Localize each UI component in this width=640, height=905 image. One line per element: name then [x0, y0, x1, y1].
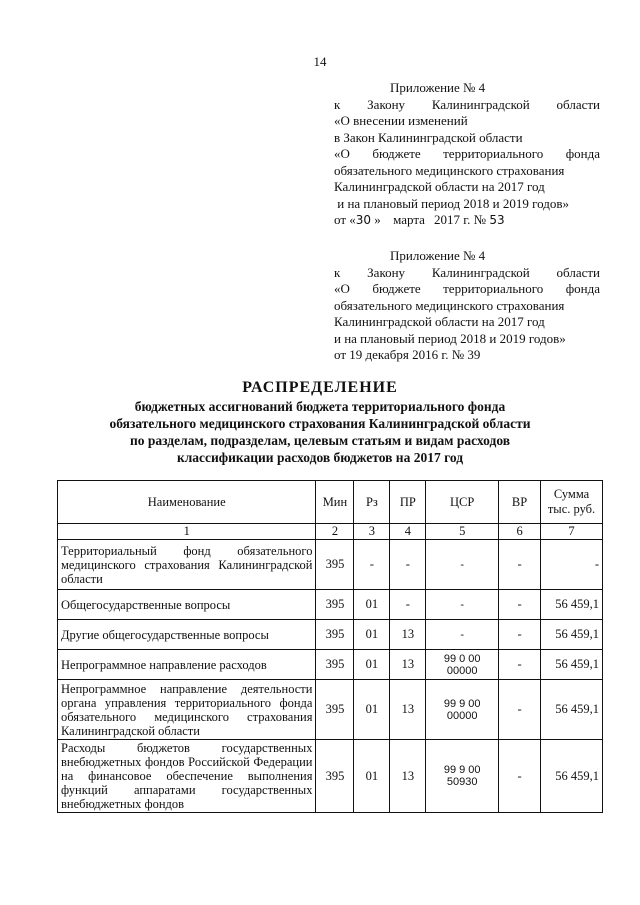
- row-csr-part2: 00000: [446, 664, 478, 677]
- row-csr: [426, 590, 499, 620]
- column-number: 3: [354, 524, 390, 540]
- row-pr: -: [390, 540, 426, 590]
- row-min: 395: [316, 680, 354, 740]
- appendix-line: Калининградской области на 2017 год: [334, 314, 545, 329]
- row-vr: -: [499, 680, 541, 740]
- row-vr: -: [499, 650, 541, 680]
- row-csr-part2: 50930: [446, 776, 478, 788]
- row-name: Непрограммное направление расходов: [58, 650, 316, 680]
- heading-subtitle-line: по разделам, подразделам, целевым статьям и видам расходов: [129, 433, 511, 448]
- row-csr: [426, 740, 499, 813]
- row-csr-part1: 99 9 00: [443, 697, 481, 710]
- column-number: 7: [541, 524, 603, 540]
- row-min: 395: [316, 540, 354, 590]
- law-number: 53: [489, 213, 505, 227]
- column-number-row: [58, 524, 603, 540]
- header-sum: [541, 481, 603, 524]
- column-number: 2: [316, 524, 354, 540]
- table-row: [58, 620, 603, 650]
- column-number: 1: [58, 524, 316, 540]
- row-rz: 01: [354, 590, 390, 620]
- appendix-line: обязательного медицинского страхования: [334, 297, 565, 313]
- row-rz: 01: [354, 620, 390, 650]
- row-csr: [426, 620, 499, 650]
- table-header-row: [58, 481, 603, 524]
- date-suffix: 2017 г. №: [434, 212, 490, 227]
- appendix-line: к Закону Калининградской области: [334, 96, 600, 112]
- row-pr: 13: [390, 680, 426, 740]
- row-name: Территориальный фонд обязательного медицинского страхования Калининградской области: [58, 540, 316, 590]
- table-row: [58, 540, 603, 590]
- row-min: 395: [316, 740, 354, 813]
- row-csr-part1: -: [460, 628, 465, 641]
- row-csr: [426, 680, 499, 740]
- document-heading: [40, 378, 600, 466]
- appendix-line: и на плановый период 2018 и 2019 годов»: [334, 195, 569, 211]
- row-rz: 01: [354, 740, 390, 813]
- header-csr: ЦСР: [426, 481, 499, 524]
- row-sum: 56 459,1: [541, 650, 603, 680]
- row-csr-part2: 00000: [446, 709, 478, 722]
- table-row: [58, 650, 603, 680]
- header-name: Наименование: [58, 481, 316, 524]
- row-sum: 56 459,1: [541, 590, 603, 620]
- header-pr: ПР: [390, 481, 426, 524]
- row-csr-part1: -: [460, 598, 465, 611]
- row-sum: -: [541, 540, 603, 590]
- appendix-line: и на плановый период 2018 и 2019 годов»: [334, 330, 566, 346]
- row-pr: 13: [390, 620, 426, 650]
- appendix-amending-law: [334, 80, 600, 229]
- column-number: 6: [499, 524, 541, 540]
- appendix-line: «О бюджете территориального фонда: [334, 146, 600, 161]
- header-min: Мин: [316, 481, 354, 524]
- row-vr: -: [499, 620, 541, 650]
- row-pr: 13: [390, 650, 426, 680]
- row-name: Непрограммное направление деятельности органа управления территориального фонда обязательного медицинского страхования Калининградской области: [58, 680, 316, 740]
- date-prefix: от «: [334, 212, 356, 227]
- header-sum-line1: Сумма: [553, 487, 590, 501]
- row-min: 395: [316, 590, 354, 620]
- row-name: Расходы бюджетов государственных внебюджетных фондов Российской Федерации на финансовое обеспечение выполнения функций аппаратами государственных внебюджетных фондов: [58, 740, 316, 813]
- row-rz: 01: [354, 680, 390, 740]
- header-rz: Рз: [354, 481, 390, 524]
- page-number: 14: [313, 54, 327, 69]
- row-name: Общегосударственные вопросы: [58, 590, 316, 620]
- appendix-line: к Закону Калининградской области: [334, 264, 600, 280]
- table-row: [58, 680, 603, 740]
- row-csr-part1: -: [460, 558, 465, 571]
- column-number: 4: [390, 524, 426, 540]
- heading-subtitle-line: классификации расходов бюджетов на 2017 год: [176, 450, 464, 465]
- row-min: 395: [316, 620, 354, 650]
- row-vr: -: [499, 740, 541, 813]
- appendix-line: «О внесении изменений: [334, 113, 468, 128]
- heading-title: РАСПРЕДЕЛЕНИЕ: [242, 379, 398, 396]
- heading-subtitle-line: бюджетных ассигнований бюджета территориального фонда: [134, 399, 506, 414]
- date-day: 30: [355, 213, 372, 227]
- appendix-line: от 19 декабря 2016 г. № 39: [334, 347, 481, 362]
- row-rz: 01: [354, 650, 390, 680]
- appendix-original-law: [334, 248, 600, 364]
- table-row: [58, 740, 603, 813]
- row-sum: 56 459,1: [541, 620, 603, 650]
- row-pr: 13: [390, 740, 426, 813]
- appendix-date-line: [334, 212, 600, 229]
- row-csr: [426, 540, 499, 590]
- appendix-title: Приложение № 4: [390, 248, 486, 263]
- appendix-title: Приложение № 4: [390, 80, 486, 95]
- column-number: 5: [426, 524, 499, 540]
- row-vr: -: [499, 540, 541, 590]
- row-pr: -: [390, 590, 426, 620]
- heading-subtitle-line: обязательного медицинского страхования Калининградской области: [109, 416, 531, 431]
- row-sum: 56 459,1: [541, 740, 603, 813]
- appendix-line: обязательного медицинского страхования: [334, 162, 565, 178]
- row-rz: -: [354, 540, 390, 590]
- header-vr: ВР: [499, 481, 541, 524]
- appendix-line: Калининградской области на 2017 год: [334, 179, 545, 194]
- row-sum: 56 459,1: [541, 680, 603, 740]
- row-name: Другие общегосударственные вопросы: [58, 620, 316, 650]
- date-month: марта: [393, 212, 425, 227]
- row-csr: [426, 650, 499, 680]
- row-csr-part1: 99 9 00: [443, 764, 481, 776]
- appendix-line: «О бюджете территориального фонда: [334, 281, 600, 296]
- budget-table: [57, 480, 603, 813]
- table-row: [58, 590, 603, 620]
- appendix-line: в Закон Калининградской области: [334, 129, 523, 145]
- date-mid: »: [371, 212, 385, 227]
- row-csr-part1: 99 0 00: [443, 652, 481, 665]
- row-vr: -: [499, 590, 541, 620]
- row-min: 395: [316, 650, 354, 680]
- header-sum-line2: тыс. руб.: [547, 502, 596, 516]
